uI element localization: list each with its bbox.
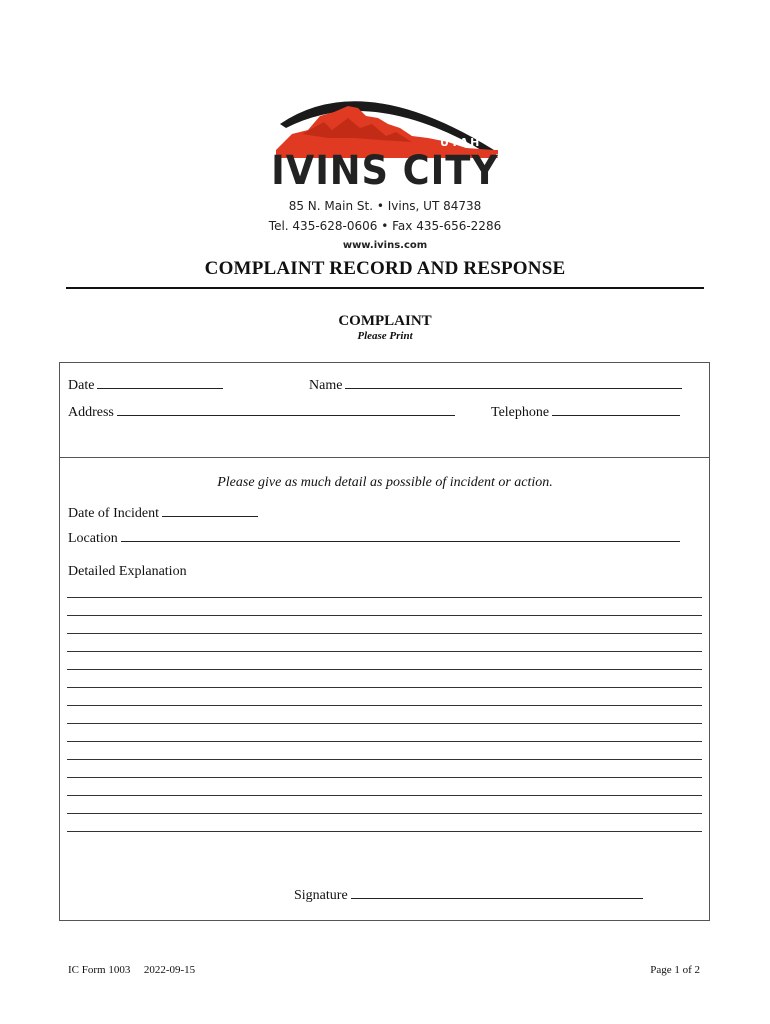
location-label: Location	[68, 531, 118, 546]
footer-form-date: 2022-09-15	[143, 964, 196, 976]
incident-date-line[interactable]	[162, 504, 258, 517]
page-title: COMPLAINT RECORD AND RESPONSE	[204, 258, 566, 279]
section-title: COMPLAINT	[338, 313, 432, 329]
date-field[interactable]	[68, 376, 223, 394]
address-label: Address	[68, 405, 114, 420]
name-line[interactable]	[345, 376, 682, 389]
footer-form-id: IC Form 1003	[68, 964, 131, 976]
telephone-field[interactable]	[491, 403, 680, 421]
explanation-line[interactable]	[67, 633, 702, 634]
name-field[interactable]	[309, 376, 682, 394]
signature-line[interactable]	[351, 886, 643, 899]
explanation-line[interactable]	[67, 813, 702, 814]
incident-instruction: Please give as much detail as possible of incident or action.	[217, 475, 553, 490]
incident-date-field[interactable]	[68, 504, 258, 522]
explanation-line[interactable]	[67, 831, 702, 832]
date-line[interactable]	[97, 376, 223, 389]
city-phone-fax: Tel. 435-628-0606 • Fax 435-656-2286	[268, 219, 502, 233]
city-name: IVINS CITY	[271, 148, 499, 194]
explanation-line[interactable]	[67, 651, 702, 652]
explanation-line[interactable]	[67, 687, 702, 688]
location-field[interactable]	[68, 529, 680, 547]
footer-page-number: Page 1 of 2	[650, 964, 700, 976]
date-label: Date	[68, 378, 95, 393]
name-label: Name	[309, 378, 343, 393]
title-divider	[66, 287, 704, 289]
explanation-line[interactable]	[67, 705, 702, 706]
explanation-line[interactable]	[67, 597, 702, 598]
incident-details-box	[59, 457, 710, 921]
signature-label: Signature	[294, 888, 348, 903]
section-subtitle: Please Print	[357, 330, 413, 342]
explanation-line[interactable]	[67, 777, 702, 778]
logo-state-text: UTAH	[440, 136, 482, 149]
explanation-label: Detailed Explanation	[68, 564, 187, 579]
explanation-line[interactable]	[67, 759, 702, 760]
telephone-line[interactable]	[552, 403, 680, 416]
telephone-label: Telephone	[491, 405, 550, 420]
location-line[interactable]	[121, 529, 680, 542]
city-address: 85 N. Main St. • Ivins, UT 84738	[288, 199, 482, 213]
city-website: www.ivins.com	[342, 240, 428, 251]
signature-field[interactable]	[294, 886, 643, 904]
explanation-line[interactable]	[67, 741, 702, 742]
explanation-line[interactable]	[67, 615, 702, 616]
incident-date-label: Date of Incident	[68, 506, 159, 521]
explanation-line[interactable]	[67, 795, 702, 796]
explanation-line[interactable]	[67, 723, 702, 724]
address-field[interactable]	[68, 403, 455, 421]
footer-form-info	[68, 964, 195, 976]
address-line[interactable]	[117, 403, 455, 416]
explanation-line[interactable]	[67, 669, 702, 670]
